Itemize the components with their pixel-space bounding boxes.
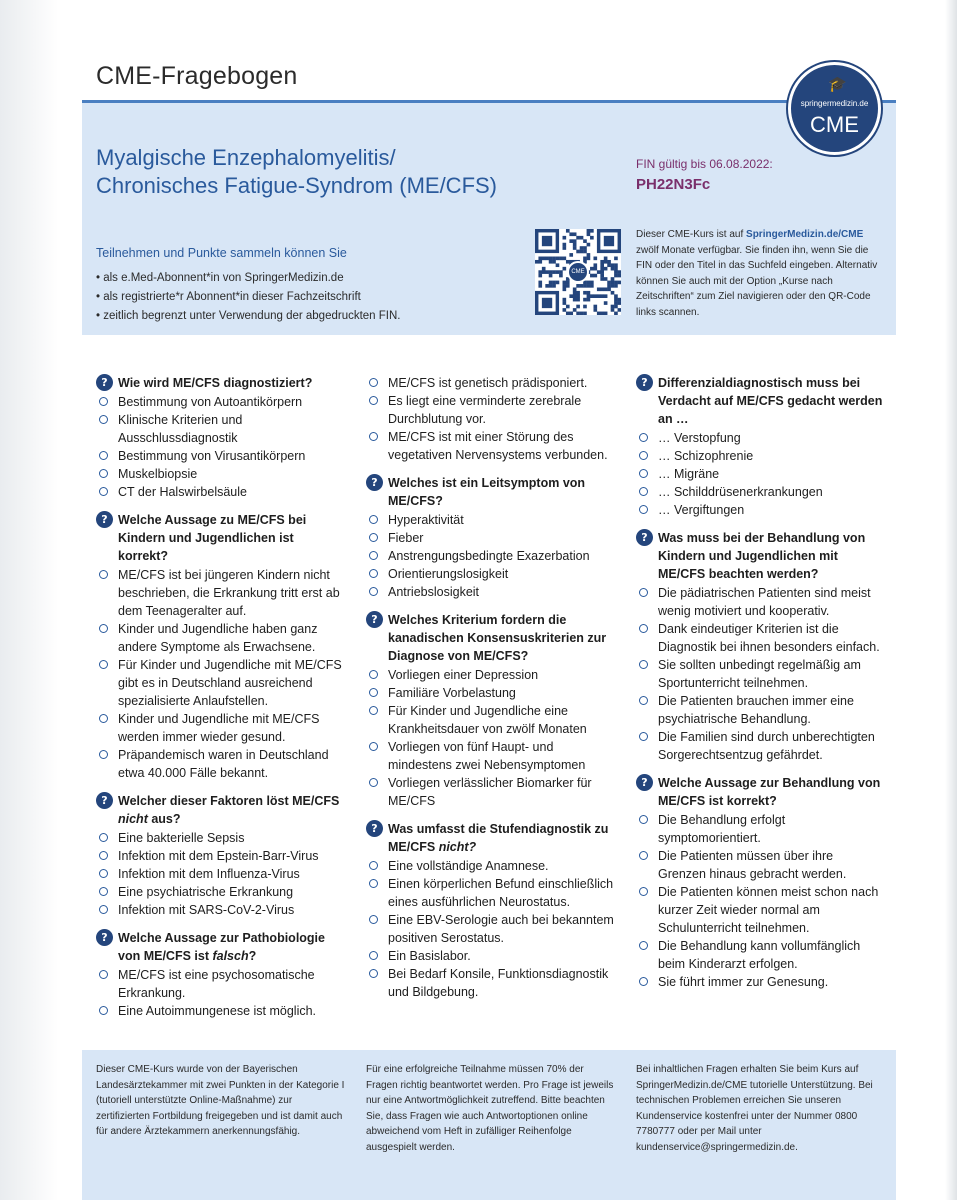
radio-circle-icon[interactable] [99, 415, 108, 424]
answer-option-label: Die Familien sind durch unberechtigten Sorgerechtsentzug gefährdet. [658, 730, 875, 762]
answer-option[interactable] [636, 937, 884, 973]
answer-option[interactable] [636, 429, 884, 447]
radio-circle-icon[interactable] [639, 851, 648, 860]
answer-option-label: Anstrengungsbedingte Exazerbation [388, 549, 590, 563]
answer-option[interactable] [366, 547, 614, 565]
answer-option-label: Die Behandlung kann vollumfänglich beim Kinderarzt erfolgen. [658, 939, 861, 971]
participate-item: • zeitlich begrenzt unter Verwendung der abgedruckten FIN. [96, 307, 401, 326]
participate-list [96, 269, 401, 326]
answer-option-label: … Verstopfung [658, 431, 741, 445]
question-heading: Differenzialdiagnostisch muss bei Verdacht auf ME/CFS gedacht werden an … [658, 376, 883, 426]
question-heading-emphasis: nicht? [438, 840, 477, 854]
header-rule [82, 100, 896, 103]
question-mark-icon: ? [366, 474, 383, 491]
radio-circle-icon[interactable] [369, 861, 378, 870]
answer-option[interactable] [636, 728, 884, 764]
answer-option-label: Hyperaktivität [388, 513, 464, 527]
question-mark-icon: ? [366, 820, 383, 837]
question-text [96, 792, 344, 828]
answer-option[interactable] [366, 392, 614, 428]
answer-option[interactable] [96, 393, 344, 411]
footer-accreditation-text: Dieser CME-Kurs wurde von der Bayerischen Landesärztekammer mit zwei Punkten in der Kategorie I (tutoriell unterstützte Online-Maßnahme) zur zertifizierten Fortbildung freigegeben und ist damit auch für andere Ärztekammern anerkennungsfähig. [96, 1064, 345, 1138]
radio-circle-icon[interactable] [369, 569, 378, 578]
answer-option[interactable] [96, 1002, 344, 1020]
answer-option[interactable] [96, 656, 344, 710]
answer-option-label: Es liegt eine verminderte zerebrale Durchblutung vor. [388, 394, 582, 426]
answer-option[interactable] [96, 829, 344, 847]
answer-option-label: Einen körperlichen Befund einschließlich eines ausführlichen Neurostatus. [388, 877, 614, 909]
answer-option-label: Die Patienten können meist schon nach kurzer Zeit wieder normal am Schulunterricht teilnehmen. [658, 885, 879, 935]
radio-circle-icon[interactable] [369, 969, 378, 978]
answer-option[interactable] [96, 901, 344, 919]
answer-option[interactable] [636, 465, 884, 483]
radio-circle-icon[interactable] [99, 887, 108, 896]
logo-site-text: springermedizin.de [800, 99, 869, 108]
question-mark-icon: ? [96, 374, 113, 391]
radio-circle-icon[interactable] [99, 660, 108, 669]
answer-option-label: Eine vollständige Anamnese. [388, 859, 549, 873]
answer-option[interactable] [366, 875, 614, 911]
radio-circle-icon[interactable] [369, 688, 378, 697]
radio-circle-icon[interactable] [369, 915, 378, 924]
course-title-line2: Chronisches Fatigue-Syndrom (ME/CFS) [96, 173, 498, 198]
question-column-1 [96, 374, 344, 1030]
question-column-2 [366, 374, 614, 1011]
answer-option[interactable] [366, 428, 614, 464]
question-block [96, 929, 344, 1020]
question-heading: Wie wird ME/CFS diagnostiziert? [118, 376, 313, 390]
answer-option-label: Fieber [388, 531, 424, 545]
question-heading-end: aus? [147, 812, 181, 826]
answer-option-label: Sie sollten unbedingt regelmäßig am Sportunterricht teilnehmen. [658, 658, 861, 690]
radio-circle-icon[interactable] [99, 451, 108, 460]
question-text [96, 374, 344, 392]
radio-circle-icon[interactable] [99, 905, 108, 914]
question-block [636, 774, 884, 991]
radio-circle-icon[interactable] [369, 396, 378, 405]
answer-option-label: Präpandemisch waren in Deutschland etwa 40.000 Fälle bekannt. [118, 748, 329, 780]
radio-circle-icon[interactable] [639, 887, 648, 896]
answer-option[interactable] [96, 566, 344, 620]
radio-circle-icon[interactable] [369, 378, 378, 387]
answer-option-label: Antriebslosigkeit [388, 585, 480, 599]
answer-option[interactable] [96, 883, 344, 901]
answer-option-label: Infektion mit dem Epstein-Barr-Virus [118, 849, 319, 863]
answer-option-label: Für Kinder und Jugendliche mit ME/CFS gibt es in Deutschland ausreichend spezialisierte Anlaufstellen. [118, 658, 342, 708]
answer-option-label: Vorliegen einer Depression [388, 668, 539, 682]
answer-option[interactable] [366, 374, 614, 392]
answer-option[interactable] [96, 411, 344, 447]
question-heading: Welches ist ein Leitsymptom von ME/CFS? [388, 476, 586, 508]
page-edge-shadow-right [945, 0, 957, 1200]
radio-circle-icon[interactable] [99, 851, 108, 860]
answer-option[interactable] [366, 684, 614, 702]
answer-option-label: Eine bakterielle Sepsis [118, 831, 245, 845]
course-title [96, 144, 497, 200]
question-block [636, 529, 884, 764]
radio-circle-icon[interactable] [369, 879, 378, 888]
answer-option[interactable] [636, 973, 884, 991]
answer-option[interactable] [366, 565, 614, 583]
course-info-text-2: zwölf Monate verfügbar. Sie finden ihn, wenn Sie die FIN oder den Titel in das Suchfeld eingeben. Alternativ können Sie auch mit der Option „Kurse nach Zeitschriften“ zum Ziel navigieren oder den QR-Code links scannen. [636, 244, 878, 318]
radio-circle-icon[interactable] [369, 515, 378, 524]
answer-option[interactable] [96, 865, 344, 883]
page-edge-shadow [0, 0, 58, 1200]
answer-option-label: Vorliegen von fünf Haupt- und mindestens zwei Nebensymptomen [388, 740, 586, 772]
radio-circle-icon[interactable] [639, 660, 648, 669]
radio-circle-icon[interactable] [99, 624, 108, 633]
question-text [636, 529, 884, 583]
answer-option[interactable] [366, 965, 614, 1001]
answer-option-label: ME/CFS ist genetisch prädisponiert. [388, 376, 588, 390]
question-heading-emphasis: falsch [212, 949, 249, 963]
answer-option[interactable] [366, 511, 614, 529]
radio-circle-icon[interactable] [639, 977, 648, 986]
answer-option[interactable] [366, 702, 614, 738]
logo-cme-text: CME [810, 112, 859, 137]
question-block [96, 792, 344, 919]
answer-option[interactable] [366, 738, 614, 774]
answer-option-label: … Vergiftungen [658, 503, 745, 517]
answer-option-label: Eine Autoimmungenese ist möglich. [118, 1004, 317, 1018]
answer-option[interactable] [366, 583, 614, 601]
radio-circle-icon[interactable] [639, 451, 648, 460]
question-heading: Was muss bei der Behandlung von Kindern und Jugendlichen mit ME/CFS beachten werden? [658, 531, 866, 581]
answer-option-label: Infektion mit dem Influenza-Virus [118, 867, 300, 881]
question-block [366, 474, 614, 601]
qr-center-logo: CME [567, 261, 589, 283]
answer-option-label: … Schizophrenie [658, 449, 754, 463]
radio-circle-icon[interactable] [369, 432, 378, 441]
answer-option-label: Familiäre Vorbelastung [388, 686, 516, 700]
answer-option[interactable] [96, 465, 344, 483]
participate-heading: Teilnehmen und Punkte sammeln können Sie [96, 246, 347, 260]
answer-option[interactable] [366, 911, 614, 947]
question-column-3 [636, 374, 884, 1001]
radio-circle-icon[interactable] [99, 487, 108, 496]
answer-option-label: Bestimmung von Virusantikörpern [118, 449, 306, 463]
answer-option-label: Muskelbiopsie [118, 467, 198, 481]
answer-option[interactable] [636, 811, 884, 847]
answer-option-label: … Schilddrüsenerkrankungen [658, 485, 823, 499]
radio-circle-icon[interactable] [639, 941, 648, 950]
answer-option-label: Orientierungslosigkeit [388, 567, 509, 581]
answer-option[interactable] [366, 774, 614, 810]
question-text [366, 820, 614, 856]
question-mark-icon: ? [366, 611, 383, 628]
radio-circle-icon[interactable] [639, 588, 648, 597]
answer-option-label: Klinische Kriterien und Ausschlussdiagnostik [118, 413, 243, 445]
answer-option[interactable] [636, 584, 884, 620]
answer-option-label: Die Behandlung erfolgt symptomorientiert. [658, 813, 786, 845]
question-heading: Welche Aussage zu ME/CFS bei Kindern und Jugendlichen ist korrekt? [118, 513, 307, 563]
answer-option-label: Eine EBV-Serologie auch bei bekanntem positiven Serostatus. [388, 913, 614, 945]
answer-option[interactable] [96, 966, 344, 1002]
answer-option-label: Sie führt immer zur Genesung. [658, 975, 829, 989]
question-text [366, 474, 614, 510]
answer-option-label: … Migräne [658, 467, 720, 481]
answer-option-label: Kinder und Jugendliche mit ME/CFS werden immer wieder gesund. [118, 712, 320, 744]
question-mark-icon: ? [96, 511, 113, 528]
radio-circle-icon[interactable] [369, 706, 378, 715]
answer-option-label: ME/CFS ist eine psychosomatische Erkrankung. [118, 968, 315, 1000]
question-block [366, 611, 614, 810]
radio-circle-icon[interactable] [639, 505, 648, 514]
radio-circle-icon[interactable] [99, 869, 108, 878]
answer-option[interactable] [636, 620, 884, 656]
question-heading-end: ? [248, 949, 257, 963]
radio-circle-icon[interactable] [369, 742, 378, 751]
question-text [96, 929, 344, 965]
radio-circle-icon[interactable] [369, 951, 378, 960]
radio-circle-icon[interactable] [639, 433, 648, 442]
question-mark-icon: ? [96, 792, 113, 809]
radio-circle-icon[interactable] [369, 670, 378, 679]
question-mark-icon: ? [636, 774, 653, 791]
radio-circle-icon[interactable] [99, 1006, 108, 1015]
answer-option[interactable] [636, 501, 884, 519]
qr-code[interactable] [535, 229, 621, 315]
question-heading: Welcher dieser Faktoren löst ME/CFS [118, 794, 340, 808]
radio-circle-icon[interactable] [369, 587, 378, 596]
question-heading: Welche Aussage zur Behandlung von ME/CFS ist korrekt? [658, 776, 881, 808]
answer-option-label: Eine psychiatrische Erkrankung [118, 885, 294, 899]
answer-option[interactable] [636, 883, 884, 937]
radio-circle-icon[interactable] [639, 469, 648, 478]
answer-option[interactable] [96, 483, 344, 501]
fin-valid-label: FIN gültig bis 06.08.2022: [636, 157, 773, 171]
answer-option-label: ME/CFS ist mit einer Störung des vegetativen Nervensystems verbunden. [388, 430, 608, 462]
course-info-text-1: Dieser CME-Kurs ist auf [636, 229, 747, 240]
question-mark-icon: ? [636, 529, 653, 546]
radio-circle-icon[interactable] [369, 551, 378, 560]
radio-circle-icon[interactable] [639, 815, 648, 824]
question-block [366, 820, 614, 1001]
question-heading: Welches Kriterium fordern die kanadischen Konsensuskriterien zur Diagnose von ME/CFS? [388, 613, 607, 663]
question-block [366, 374, 614, 464]
radio-circle-icon[interactable] [99, 833, 108, 842]
answer-option-label: Infektion mit SARS-CoV-2-Virus [118, 903, 295, 917]
answer-option[interactable] [96, 447, 344, 465]
participate-item: • als registrierte*r Abonnent*in dieser Fachzeitschrift [96, 288, 401, 307]
answer-option[interactable] [636, 447, 884, 465]
answer-option-label: Bei Bedarf Konsile, Funktionsdiagnostik und Bildgebung. [388, 967, 609, 999]
question-block [96, 374, 344, 501]
question-heading: Welche Aussage zur Pathobiologie von ME/CFS ist [118, 931, 325, 963]
radio-circle-icon[interactable] [639, 624, 648, 633]
question-block [96, 511, 344, 782]
participate-item: • als e.Med-Abonnent*in von SpringerMedizin.de [96, 269, 401, 288]
answer-option-label: Die pädiatrischen Patienten sind meist wenig motiviert und kooperativ. [658, 586, 871, 618]
fin-code: PH22N3Fc [636, 176, 711, 193]
course-title-line1: Myalgische Enzephalomyelitis/ [96, 145, 396, 170]
course-availability-text [636, 227, 886, 321]
radio-circle-icon[interactable] [639, 696, 648, 705]
answer-option[interactable] [96, 710, 344, 746]
answer-option[interactable] [636, 483, 884, 501]
radio-circle-icon[interactable] [99, 570, 108, 579]
answer-option-label: ME/CFS ist bei jüngeren Kindern nicht beschrieben, die Erkrankung tritt erst ab dem Teenageralter auf. [118, 568, 340, 618]
answer-option[interactable] [366, 947, 614, 965]
answer-option-label: Die Patienten müssen über ihre Grenzen hinaus gebracht werden. [658, 849, 847, 881]
question-text [366, 611, 614, 665]
radio-circle-icon[interactable] [99, 397, 108, 406]
question-block [636, 374, 884, 519]
answer-option[interactable] [96, 620, 344, 656]
footer-participation-text: Für eine erfolgreiche Teilnahme müssen 70% der Fragen richtig beantwortet werden. Pro Frage ist jeweils nur eine Antwortmöglichkeit zutreffend. Bitte beachten Sie, dass Fragen wie auch Antwortoptionen online abweichend vom Heft in zufälliger Reihenfolge ausgespielt werden. [366, 1064, 614, 1153]
answer-option[interactable] [636, 692, 884, 728]
springermedizin-link[interactable]: SpringerMedizin.de/CME [746, 229, 864, 240]
answer-option-label: Vorliegen verlässlicher Biomarker für ME/CFS [388, 776, 592, 808]
answer-option[interactable] [366, 857, 614, 875]
question-text [636, 774, 884, 810]
answer-option-label: Für Kinder und Jugendliche eine Krankheitsdauer von zwölf Monaten [388, 704, 587, 736]
question-text [636, 374, 884, 428]
page-title: CME-Fragebogen [96, 62, 298, 90]
radio-circle-icon[interactable] [99, 970, 108, 979]
question-text [96, 511, 344, 565]
question-mark-icon: ? [96, 929, 113, 946]
radio-circle-icon[interactable] [369, 778, 378, 787]
answer-option[interactable] [636, 656, 884, 692]
question-heading-emphasis: nicht [118, 812, 148, 826]
answer-option-label: Die Patienten brauchen immer eine psychiatrische Behandlung. [658, 694, 854, 726]
answer-option[interactable] [96, 847, 344, 865]
question-mark-icon: ? [636, 374, 653, 391]
answer-option-label: Bestimmung von Autoantikörpern [118, 395, 303, 409]
answer-option[interactable] [636, 847, 884, 883]
radio-circle-icon[interactable] [639, 732, 648, 741]
cme-logo [788, 62, 881, 155]
question-heading: Was umfasst die Stufendiagnostik zu ME/CFS [388, 822, 609, 854]
answer-option-label: Dank eindeutiger Kriterien ist die Diagnostik bei ihnen besonders einfach. [658, 622, 880, 654]
graduation-cap-icon: 🎓 [828, 76, 847, 93]
radio-circle-icon[interactable] [369, 533, 378, 542]
answer-option-label: CT der Halswirbelsäule [118, 485, 247, 499]
footer-support-text: Bei inhaltlichen Fragen erhalten Sie beim Kurs auf SpringerMedizin.de/CME tutorielle Unterstützung. Bei technischen Problemen erreichen Sie unseren Kundenservice kostenfrei unter der Nummer 0800 7780777 oder per Mail unter kundenservice@springermedizin.de. [636, 1064, 873, 1153]
answer-option-label: Kinder und Jugendliche haben ganz andere Symptome als Erwachsene. [118, 622, 318, 654]
answer-option[interactable] [366, 666, 614, 684]
radio-circle-icon[interactable] [99, 750, 108, 759]
radio-circle-icon[interactable] [639, 487, 648, 496]
radio-circle-icon[interactable] [99, 714, 108, 723]
answer-option[interactable] [366, 529, 614, 547]
answer-option[interactable] [96, 746, 344, 782]
answer-option-label: Ein Basislabor. [388, 949, 471, 963]
radio-circle-icon[interactable] [99, 469, 108, 478]
